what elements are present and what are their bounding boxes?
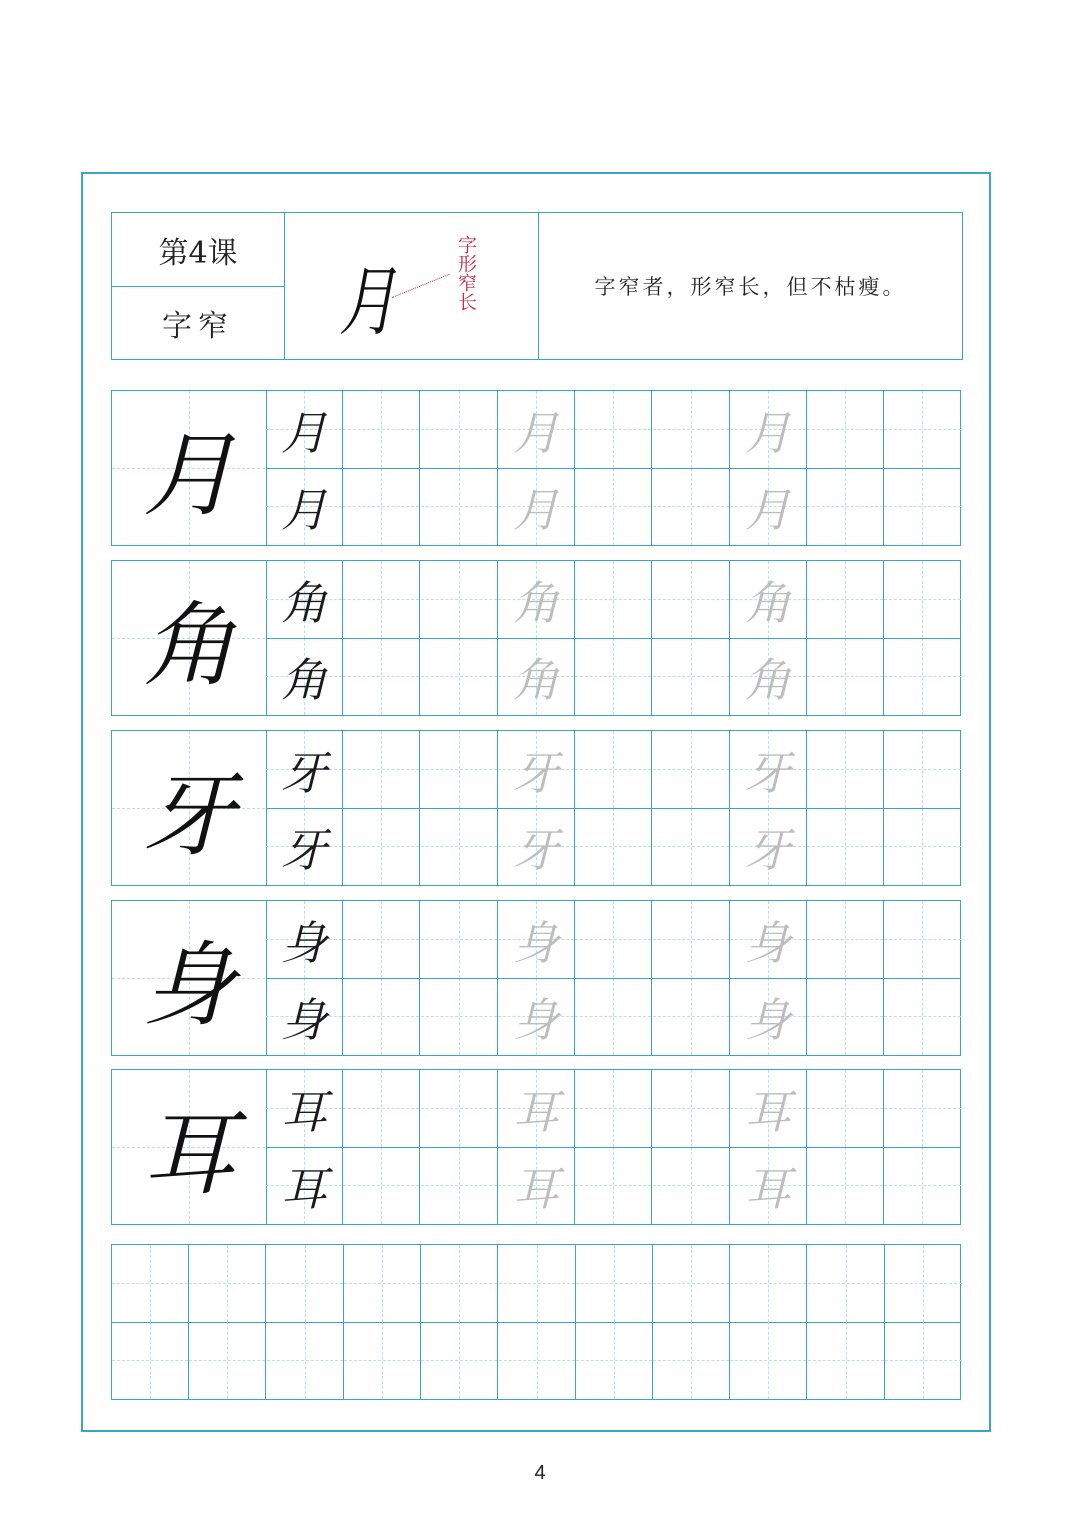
writing-cell	[807, 1147, 884, 1224]
trace-char-cell	[498, 1070, 575, 1147]
writing-cell	[884, 901, 961, 978]
writing-cell	[344, 1322, 421, 1399]
writing-cell	[885, 1322, 962, 1399]
trace-char-cell	[498, 561, 575, 638]
writing-cell	[343, 391, 420, 468]
practice-glyph: 牙	[512, 745, 559, 800]
trace-char-cell	[498, 391, 575, 468]
writing-cell	[885, 1245, 962, 1322]
trace-char-cell	[730, 808, 807, 885]
practice-glyph: 耳	[744, 1084, 791, 1139]
writing-cell	[653, 901, 730, 978]
writing-cell	[653, 468, 730, 545]
writing-cell	[189, 1322, 266, 1399]
writing-cell	[575, 1147, 652, 1224]
practice-glyph: 身	[744, 915, 791, 970]
writing-cell	[730, 1322, 807, 1399]
writing-cell	[267, 1245, 344, 1322]
annotation-note: 字形窄长	[455, 235, 477, 311]
writing-cell	[575, 978, 652, 1055]
writing-cell	[421, 1147, 498, 1224]
lesson-info	[112, 213, 285, 359]
trace-char-cell	[730, 901, 807, 978]
trace-char-cell	[498, 638, 575, 715]
writing-cell	[653, 978, 730, 1055]
copy-char-cell	[266, 1070, 343, 1147]
practice-glyph: 身	[512, 915, 559, 970]
writing-cell	[884, 561, 961, 638]
trace-char-cell	[498, 978, 575, 1055]
practice-block	[111, 900, 961, 1056]
practice-glyph: 耳	[512, 1084, 559, 1139]
writing-cell	[884, 1070, 961, 1147]
trace-char-cell	[730, 638, 807, 715]
practice-glyph: 月	[281, 405, 327, 460]
writing-cell	[884, 808, 961, 885]
practice-glyph: 角	[512, 575, 559, 630]
writing-cell	[421, 1070, 498, 1147]
practice-glyph: 角	[281, 575, 327, 630]
copy-char-cell	[266, 391, 343, 468]
model-char: 牙	[112, 731, 267, 885]
writing-cell	[343, 638, 420, 715]
writing-cell	[343, 901, 420, 978]
trace-char-cell	[498, 1147, 575, 1224]
writing-cell	[421, 731, 498, 808]
writing-cell	[499, 1245, 576, 1322]
practice-glyph: 身	[281, 915, 327, 970]
practice-glyph: 身	[512, 992, 559, 1047]
rule-text: 字窄者，形窄长，但不枯瘦。	[594, 275, 907, 299]
writing-cell	[653, 561, 730, 638]
trace-char-cell	[730, 561, 807, 638]
writing-cell	[807, 561, 884, 638]
writing-cell	[575, 808, 652, 885]
writing-cell	[576, 1322, 653, 1399]
trace-char-cell	[730, 731, 807, 808]
practice-glyph: 角	[281, 652, 327, 707]
writing-cell	[575, 1070, 652, 1147]
copy-char-cell	[266, 468, 343, 545]
page-number: 4	[534, 1462, 546, 1484]
practice-block	[111, 560, 961, 716]
writing-cell	[807, 468, 884, 545]
writing-cell	[807, 731, 884, 808]
writing-cell	[808, 1245, 885, 1322]
writing-cell	[653, 808, 730, 885]
practice-glyph: 月	[281, 482, 327, 537]
practice-glyph: 月	[512, 482, 559, 537]
annotation-pointer	[392, 274, 450, 298]
practice-glyph: 月	[744, 482, 791, 537]
writing-cell	[575, 638, 652, 715]
model-char: 身	[112, 901, 267, 1055]
writing-cell	[653, 391, 730, 468]
lesson-header	[111, 212, 963, 360]
writing-cell	[575, 468, 652, 545]
writing-cell	[343, 1147, 420, 1224]
practice-glyph: 角	[512, 652, 559, 707]
writing-cell	[884, 978, 961, 1055]
writing-cell	[807, 978, 884, 1055]
writing-cell	[343, 731, 420, 808]
writing-cell	[343, 978, 420, 1055]
writing-cell	[884, 731, 961, 808]
example-char: 月	[339, 257, 396, 346]
practice-block	[111, 730, 961, 886]
copy-char-cell	[266, 1147, 343, 1224]
writing-cell	[421, 808, 498, 885]
writing-cell	[808, 1322, 885, 1399]
copy-char-cell	[266, 901, 343, 978]
trace-char-cell	[730, 468, 807, 545]
writing-cell	[575, 901, 652, 978]
practice-glyph: 耳	[512, 1161, 559, 1216]
practice-glyph: 牙	[281, 745, 327, 800]
writing-cell	[112, 1322, 189, 1399]
trace-char-cell	[498, 731, 575, 808]
practice-glyph: 身	[744, 992, 791, 1047]
writing-cell	[807, 638, 884, 715]
writing-cell	[884, 638, 961, 715]
writing-cell	[421, 1245, 498, 1322]
writing-cell	[343, 561, 420, 638]
writing-cell	[421, 901, 498, 978]
practice-glyph: 月	[512, 405, 559, 460]
writing-cell	[189, 1245, 266, 1322]
practice-glyph: 角	[744, 575, 791, 630]
practice-glyph: 耳	[281, 1084, 327, 1139]
writing-cell	[653, 1147, 730, 1224]
writing-cell	[884, 391, 961, 468]
practice-glyph: 角	[744, 652, 791, 707]
writing-cell	[807, 901, 884, 978]
writing-cell	[421, 1322, 498, 1399]
trace-char-cell	[730, 391, 807, 468]
writing-cell	[575, 731, 652, 808]
trace-char-cell	[730, 978, 807, 1055]
practice-glyph: 耳	[281, 1161, 327, 1216]
writing-cell	[267, 1322, 344, 1399]
example-box	[284, 213, 539, 359]
writing-cell	[575, 561, 652, 638]
lesson-number: 第4课	[112, 213, 284, 287]
trace-char-cell	[498, 808, 575, 885]
writing-cell	[499, 1322, 576, 1399]
writing-cell	[653, 1245, 730, 1322]
blank-practice-grid	[111, 1244, 961, 1400]
practice-glyph: 牙	[281, 822, 327, 877]
writing-cell	[575, 391, 652, 468]
model-char: 耳	[112, 1070, 267, 1224]
trace-char-cell	[498, 468, 575, 545]
writing-cell	[653, 1070, 730, 1147]
writing-cell	[343, 1070, 420, 1147]
practice-glyph: 牙	[512, 822, 559, 877]
trace-char-cell	[730, 1147, 807, 1224]
writing-cell	[807, 808, 884, 885]
writing-cell	[343, 808, 420, 885]
model-char: 角	[112, 561, 267, 715]
writing-cell	[884, 1147, 961, 1224]
copy-char-cell	[266, 561, 343, 638]
practice-block	[111, 1069, 961, 1225]
writing-cell	[807, 1070, 884, 1147]
trace-char-cell	[498, 901, 575, 978]
trace-char-cell	[730, 1070, 807, 1147]
writing-cell	[653, 638, 730, 715]
writing-cell	[112, 1245, 189, 1322]
writing-cell	[343, 468, 420, 545]
practice-glyph: 耳	[744, 1161, 791, 1216]
writing-cell	[421, 468, 498, 545]
writing-cell	[576, 1245, 653, 1322]
writing-cell	[421, 638, 498, 715]
model-char: 月	[112, 391, 267, 545]
writing-cell	[730, 1245, 807, 1322]
writing-cell	[884, 468, 961, 545]
writing-cell	[653, 1322, 730, 1399]
practice-glyph: 身	[281, 992, 327, 1047]
writing-cell	[653, 731, 730, 808]
copy-char-cell	[266, 731, 343, 808]
writing-cell	[421, 561, 498, 638]
practice-block	[111, 390, 961, 546]
writing-cell	[421, 391, 498, 468]
writing-cell	[807, 391, 884, 468]
writing-cell	[344, 1245, 421, 1322]
lesson-topic: 字窄	[162, 309, 234, 344]
copy-char-cell	[266, 978, 343, 1055]
copy-char-cell	[266, 808, 343, 885]
practice-glyph: 牙	[744, 822, 791, 877]
writing-cell	[421, 978, 498, 1055]
practice-glyph: 月	[744, 405, 791, 460]
copy-char-cell	[266, 638, 343, 715]
practice-glyph: 牙	[744, 745, 791, 800]
